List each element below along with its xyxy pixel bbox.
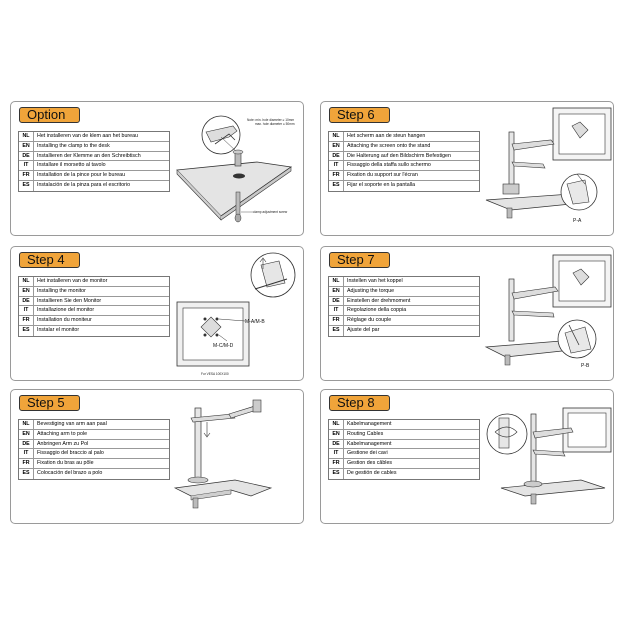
language-row bbox=[19, 420, 169, 430]
screw-label-top: M-A/M-B bbox=[245, 319, 265, 325]
language-table bbox=[18, 131, 170, 192]
instruction-text: Het installeren van de monitor bbox=[37, 277, 108, 284]
instruction-text: Installare il morsetto al tavolo bbox=[37, 162, 106, 169]
language-row bbox=[19, 430, 169, 440]
language-row bbox=[329, 440, 479, 450]
card-title: Option bbox=[19, 107, 80, 123]
language-code: FR bbox=[329, 459, 344, 468]
language-row bbox=[19, 181, 169, 191]
language-code: FR bbox=[19, 171, 34, 180]
card-title: Step 6 bbox=[329, 107, 390, 123]
part-label: P-A bbox=[573, 218, 582, 224]
language-code: DE bbox=[329, 440, 344, 449]
language-code: IT bbox=[19, 449, 34, 458]
language-code: NL bbox=[329, 132, 344, 141]
vesa-mount-illustration bbox=[171, 249, 303, 379]
language-code: NL bbox=[19, 277, 34, 286]
language-code: NL bbox=[329, 277, 344, 286]
language-row bbox=[19, 459, 169, 469]
instruction-text: Het scherm aan de steun hangen bbox=[347, 132, 426, 139]
language-row bbox=[19, 152, 169, 162]
instruction-text: Attaching the screen onto the stand bbox=[347, 142, 431, 149]
instruction-text: Fixation du bras au pôle bbox=[37, 460, 94, 467]
instruction-text: Routing Cables bbox=[347, 430, 384, 437]
language-code: ES bbox=[19, 326, 34, 336]
language-table bbox=[18, 419, 170, 480]
card-option bbox=[10, 101, 304, 236]
language-code: EN bbox=[329, 430, 344, 439]
language-code: ES bbox=[19, 469, 34, 479]
language-code: EN bbox=[19, 430, 34, 439]
language-row bbox=[19, 326, 169, 336]
instruction-text: Kabelmanagement bbox=[347, 420, 392, 427]
language-row bbox=[329, 277, 479, 287]
instruction-text: Fixation du support sur l'écran bbox=[347, 172, 418, 179]
language-row bbox=[19, 132, 169, 142]
instruction-text: Bevestiging van arm aan paal bbox=[37, 420, 107, 427]
language-code: IT bbox=[329, 449, 344, 458]
language-code: ES bbox=[329, 181, 344, 191]
arm-to-pole-illustration bbox=[171, 392, 303, 522]
language-code: NL bbox=[329, 420, 344, 429]
language-row bbox=[19, 161, 169, 171]
language-code: ES bbox=[329, 469, 344, 479]
instruction-text: Regolazione della coppia bbox=[347, 307, 407, 314]
language-code: IT bbox=[329, 161, 344, 170]
language-row bbox=[329, 449, 479, 459]
language-row bbox=[19, 316, 169, 326]
instruction-text: Installazione del monitor bbox=[37, 307, 95, 314]
language-row bbox=[329, 287, 479, 297]
vesa-label: For VESA 100X100 bbox=[201, 372, 229, 376]
language-row bbox=[329, 297, 479, 307]
instruction-text: Instalación de la pinza para el escritorio bbox=[37, 182, 131, 189]
instruction-text: Gestion des câbles bbox=[347, 460, 393, 467]
instruction-text: Fissaggio della staffa sullo schermo bbox=[347, 162, 431, 169]
language-row bbox=[19, 287, 169, 297]
language-code: NL bbox=[19, 132, 34, 141]
language-row bbox=[329, 306, 479, 316]
screw-label-bottom: M-C/M-D bbox=[213, 343, 234, 349]
instruction-text: Réglage du couple bbox=[347, 317, 392, 324]
language-row bbox=[19, 469, 169, 479]
instruction-text: Installing the clamp to the desk bbox=[37, 142, 110, 149]
language-row bbox=[19, 440, 169, 450]
language-code: NL bbox=[19, 420, 34, 429]
language-code: FR bbox=[329, 171, 344, 180]
language-code: FR bbox=[19, 459, 34, 468]
instruction-text: Installation de la pince pour le bureau bbox=[37, 172, 126, 179]
instruction-text: Colocación del brazo a polo bbox=[37, 470, 103, 477]
language-row bbox=[329, 459, 479, 469]
instruction-text: Installation du moniteur bbox=[37, 317, 92, 324]
card-step-8 bbox=[320, 389, 614, 524]
cable-management-illustration bbox=[481, 392, 613, 522]
language-code: EN bbox=[19, 142, 34, 151]
monitor-stand-illustration bbox=[481, 104, 613, 234]
language-row bbox=[19, 142, 169, 152]
language-row bbox=[19, 297, 169, 307]
language-row bbox=[329, 469, 479, 479]
language-code: FR bbox=[19, 316, 34, 325]
instruction-text: Ajuste del par bbox=[347, 327, 380, 334]
language-row bbox=[329, 132, 479, 142]
card-step-7 bbox=[320, 246, 614, 381]
language-row bbox=[329, 326, 479, 336]
language-code: IT bbox=[329, 306, 344, 315]
torque-adjust-illustration bbox=[481, 249, 613, 379]
instruction-text: Attaching arm to pole bbox=[37, 430, 88, 437]
instruction-text: Installing the monitor bbox=[37, 287, 86, 294]
clamp-illustration bbox=[171, 104, 303, 234]
language-code: DE bbox=[19, 297, 34, 306]
language-row bbox=[329, 161, 479, 171]
language-code: DE bbox=[19, 152, 34, 161]
card-title: Step 4 bbox=[19, 252, 80, 268]
language-table bbox=[328, 419, 480, 480]
instruction-text: Anbringen Arm zu Pol bbox=[37, 440, 89, 447]
language-code: ES bbox=[329, 326, 344, 336]
language-code: IT bbox=[19, 306, 34, 315]
language-row bbox=[19, 171, 169, 181]
language-row bbox=[329, 181, 479, 191]
clamp-label: clamp adjustment screw bbox=[253, 210, 288, 214]
language-code: ES bbox=[19, 181, 34, 191]
instruction-text: Adjusting the torque bbox=[347, 287, 395, 294]
note-line-1: Note: min. hole diameter ≥ 10mm bbox=[247, 118, 295, 122]
instruction-text: Instalar el monitor bbox=[37, 327, 80, 334]
language-row bbox=[19, 449, 169, 459]
language-code: EN bbox=[19, 287, 34, 296]
card-title: Step 8 bbox=[329, 395, 390, 411]
language-code: EN bbox=[329, 142, 344, 151]
instruction-text: Installieren der Klemme an den Schreibtisch bbox=[37, 152, 141, 159]
language-code: IT bbox=[19, 161, 34, 170]
language-row bbox=[329, 430, 479, 440]
instruction-text: Einstellen der drehmoment bbox=[347, 297, 411, 304]
card-step-5 bbox=[10, 389, 304, 524]
language-row bbox=[329, 171, 479, 181]
language-row bbox=[329, 142, 479, 152]
language-code: FR bbox=[329, 316, 344, 325]
language-code: DE bbox=[19, 440, 34, 449]
language-table bbox=[18, 276, 170, 337]
language-code: DE bbox=[329, 297, 344, 306]
instruction-text: Fissaggio del braccio al palo bbox=[37, 450, 104, 457]
instruction-text: Fijar el soporte en la pantalla bbox=[347, 182, 416, 189]
card-step-4 bbox=[10, 246, 304, 381]
instruction-text: Instellen van het koppel bbox=[347, 277, 403, 284]
instruction-text: Gestione dei cavi bbox=[347, 450, 388, 457]
language-row bbox=[329, 152, 479, 162]
language-row bbox=[329, 316, 479, 326]
instruction-text: Kabelmanagement bbox=[347, 440, 392, 447]
part-label: P-B bbox=[581, 363, 590, 369]
language-table bbox=[328, 276, 480, 337]
language-code: EN bbox=[329, 287, 344, 296]
language-row bbox=[19, 277, 169, 287]
instruction-text: De gestión de cables bbox=[347, 470, 397, 477]
instruction-text: Installieren Sie den Monitor bbox=[37, 297, 102, 304]
instruction-text: Het installeren van de klem aan het bureau bbox=[37, 132, 138, 139]
note-line-2: max. hole diameter ≤ 50mm bbox=[255, 122, 295, 126]
card-title: Step 5 bbox=[19, 395, 80, 411]
card-title: Step 7 bbox=[329, 252, 390, 268]
language-table bbox=[328, 131, 480, 192]
language-row bbox=[329, 420, 479, 430]
language-code: DE bbox=[329, 152, 344, 161]
language-row bbox=[19, 306, 169, 316]
instruction-text: Die Halterung auf den Bildschirm Befestigen bbox=[347, 152, 451, 159]
card-step-6 bbox=[320, 101, 614, 236]
